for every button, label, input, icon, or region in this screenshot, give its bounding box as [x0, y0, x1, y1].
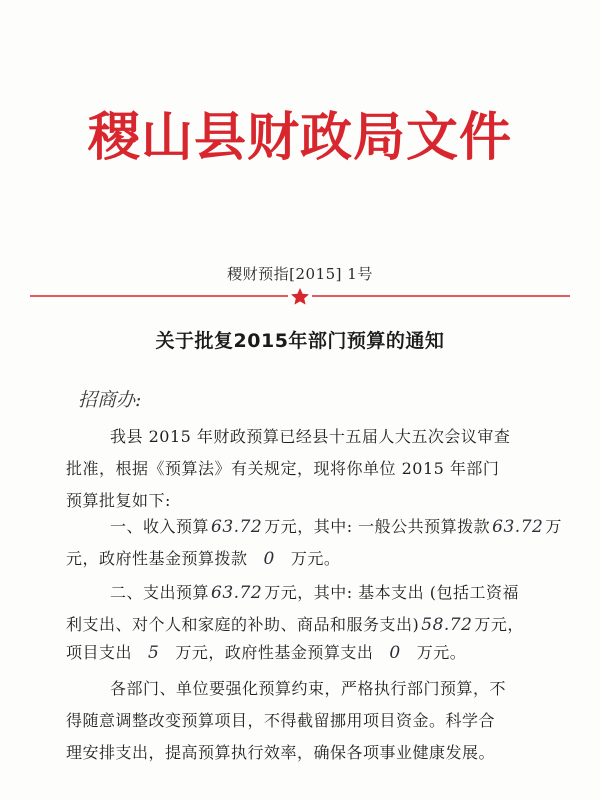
expense-line [110, 580, 519, 603]
gov-fund-income-label: 元，政府性基金预算拨款 [66, 549, 248, 568]
handwritten-gov-fund-expense: 0 [389, 643, 401, 663]
basic-expense-label: 利支出、对个人和家庭的补助、商品和服务支出) [66, 615, 420, 634]
gov-fund-income-unit: 万元。 [290, 549, 341, 568]
expense-text: 万元，其中: 基本支出 (包括工资福 [264, 583, 519, 602]
masthead-title: 稷山县财政局文件 [87, 107, 512, 168]
body-line: 我县 2015 年财政预算已经县十五届人大五次会议审查 [110, 427, 511, 446]
body-line: 理安排支出，提高预算执行效率，确保各项事业健康发展。 [66, 743, 496, 762]
gov-fund-expense-label: 万元，政府性基金预算支出 [175, 643, 374, 662]
body-line: 预算批复如下: [66, 491, 171, 510]
body-line: 批准，根据《预算法》有关规定，现将你单位 2015 年部门 [66, 459, 500, 478]
star-icon [291, 288, 309, 305]
body-line: 各部门、单位要强化预算约束，严格执行部门预算，不 [110, 679, 507, 698]
handwritten-addressee: 招商办: [78, 389, 142, 411]
project-expense-line [66, 640, 466, 663]
handwritten-general-budget: 63.72 [492, 517, 544, 537]
notice-title: 关于批复2015年部门预算的通知 [155, 330, 445, 352]
red-divider [30, 286, 570, 306]
handwritten-gov-fund-income: 0 [263, 549, 275, 569]
body-line: 得随意调整改变预算项目，不得截留挪用项目资金。科学合 [66, 711, 496, 730]
basic-expense-unit: 万元， [474, 615, 524, 634]
gov-fund-expense-unit: 万元。 [416, 643, 467, 662]
income-unit: 万 [545, 517, 562, 536]
income-line [110, 514, 562, 537]
gov-fund-income-line [66, 546, 340, 569]
document-number: 稷财预指[2015] 1号 [227, 265, 373, 283]
project-expense-label: 项目支出 [66, 643, 133, 662]
handwritten-income-total: 63.72 [211, 517, 263, 537]
handwritten-basic-expense: 58.72 [421, 615, 473, 635]
income-text: 万元，其中: 一般公共预算拨款 [264, 517, 491, 536]
handwritten-expense-total: 63.72 [211, 583, 263, 603]
handwritten-project-expense: 5 [148, 643, 160, 663]
income-label: 一、收入预算 [110, 517, 210, 536]
basic-expense-line [66, 612, 524, 635]
expense-label: 二、支出预算 [110, 583, 210, 602]
